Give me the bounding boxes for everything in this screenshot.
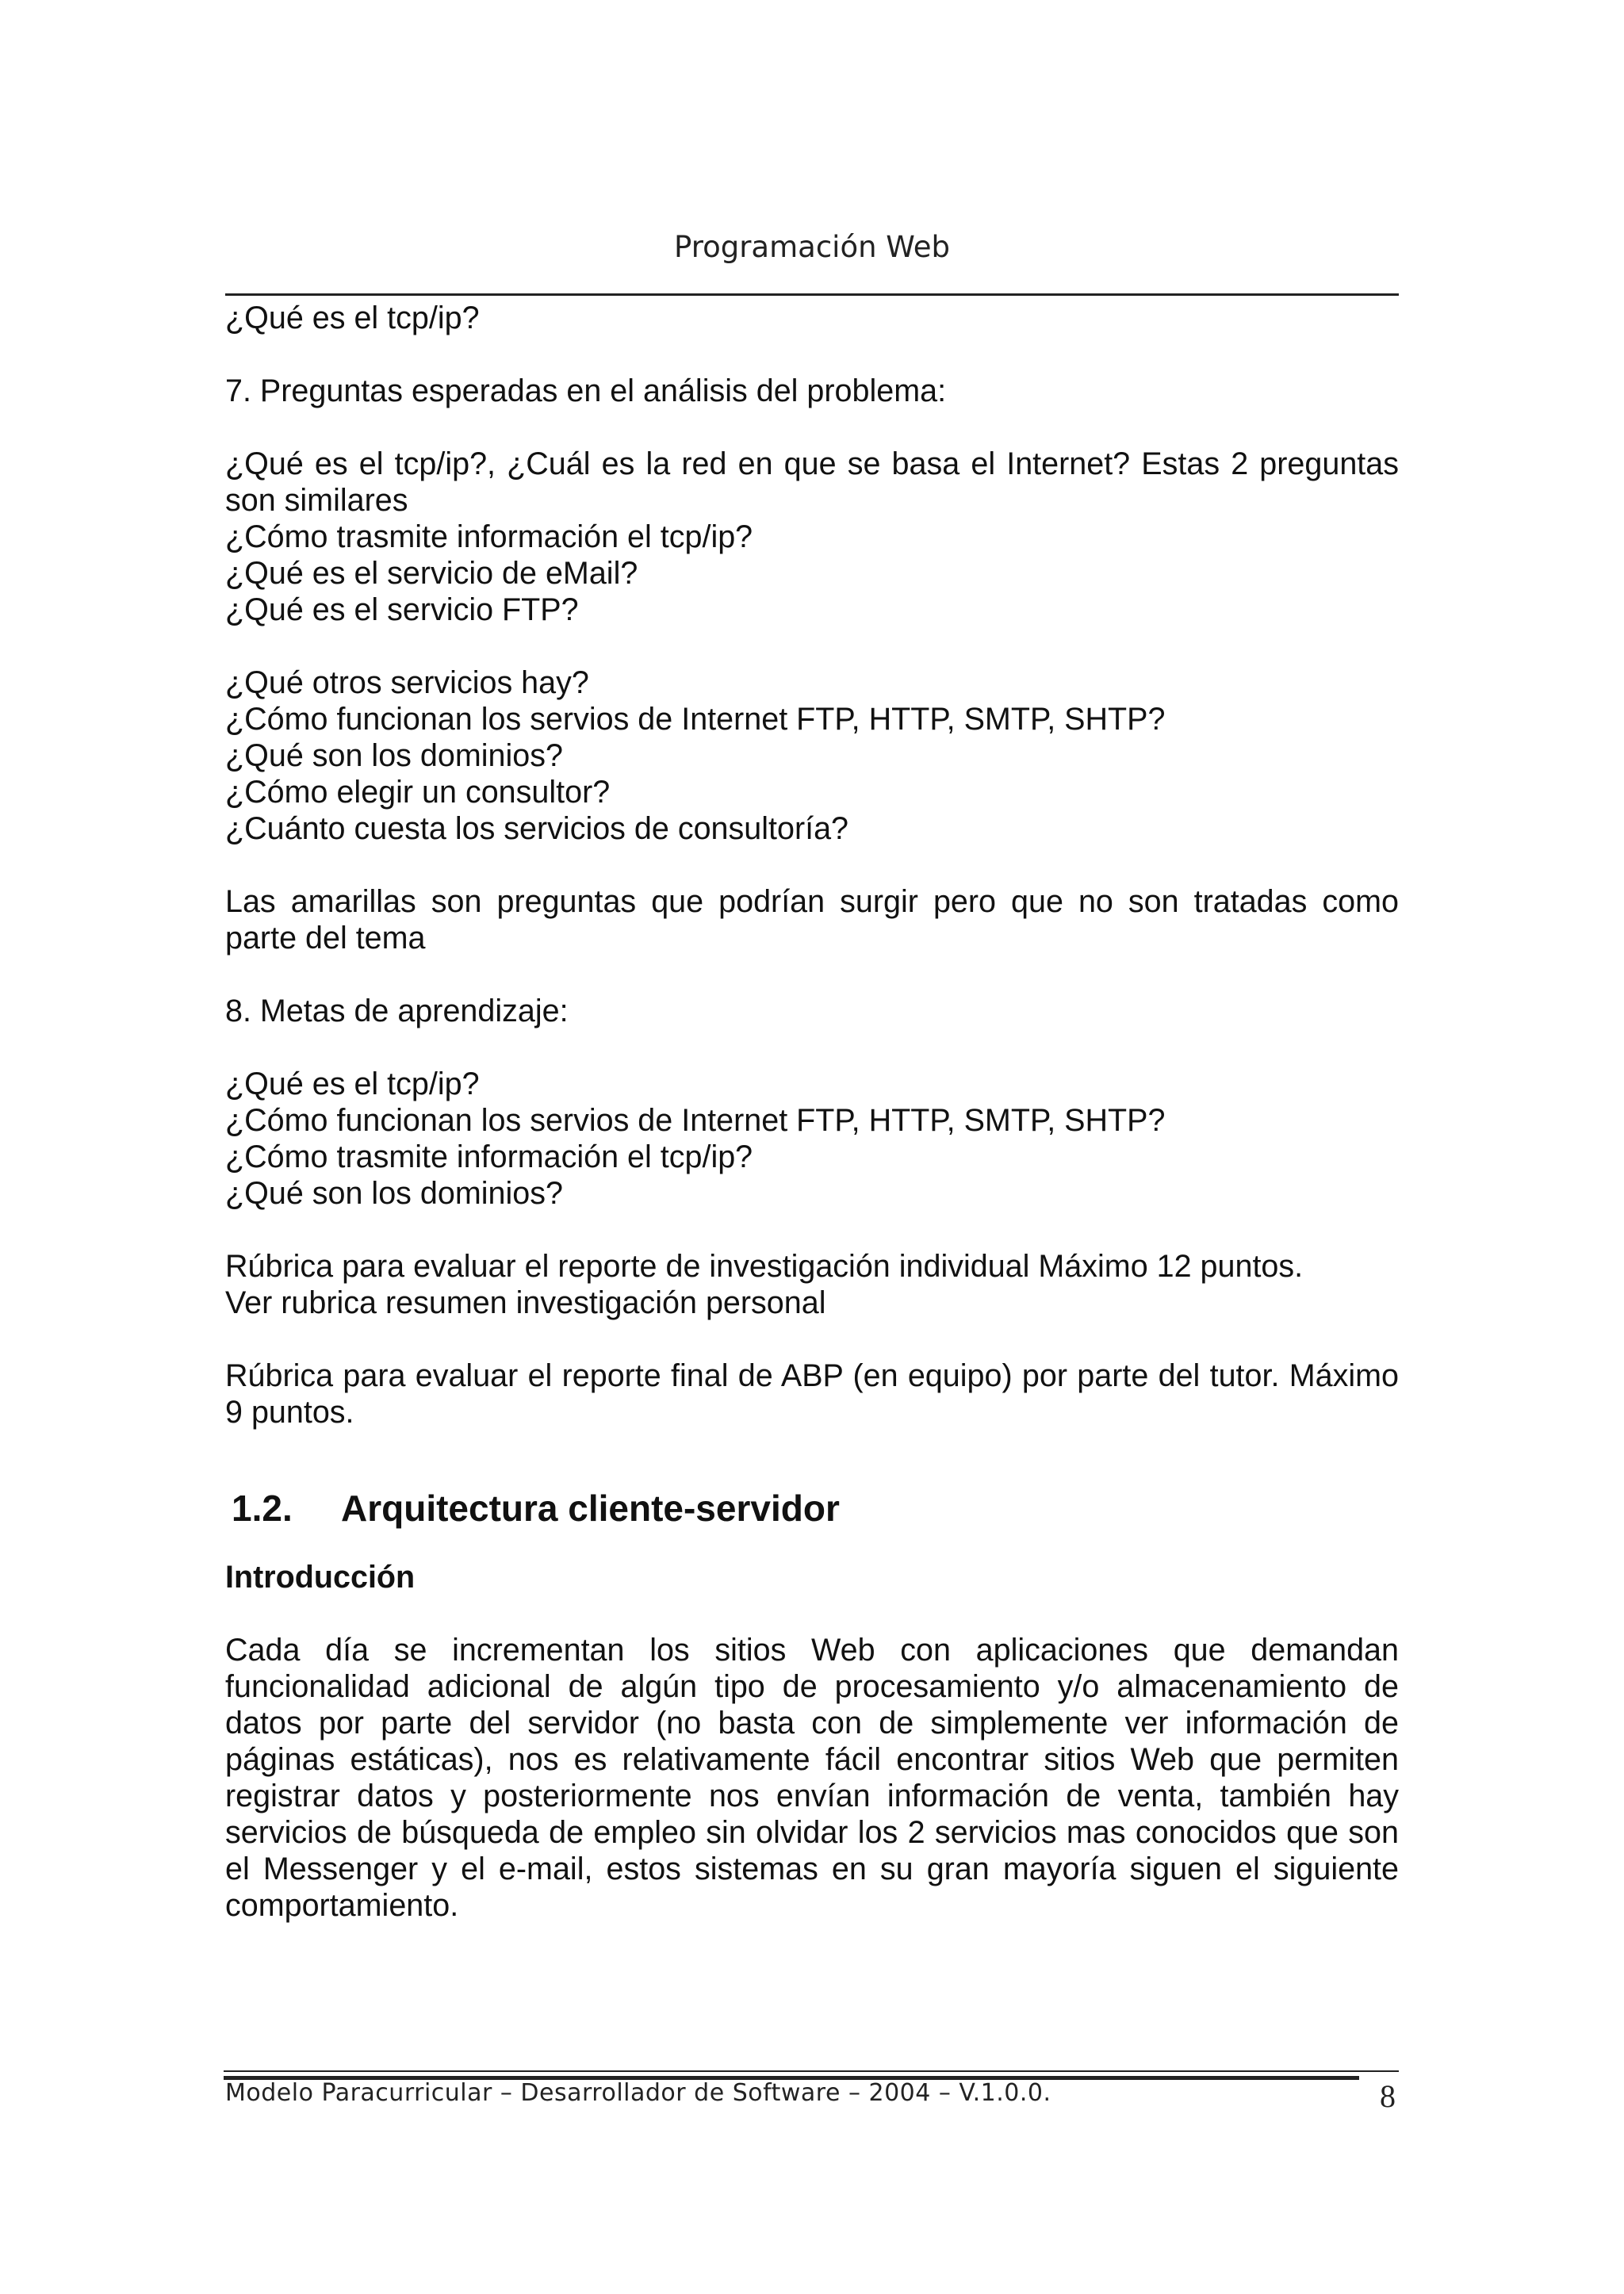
body-line: ¿Cómo elegir un consultor?: [225, 775, 611, 810]
footer-text: Modelo Paracurricular – Desarrollador de Software – 2004 – V.1.0.0.: [225, 2079, 1051, 2107]
section-title: Arquitectura cliente-servidor: [341, 1488, 840, 1529]
body-line: ¿Cómo funcionan los servios de Internet FTP, HTTP, SMTP, SHTP?: [225, 1103, 1166, 1138]
body-line: ¿Qué es el tcp/ip?: [225, 301, 480, 335]
numbered-item-heading: 7. Preguntas esperadas en el análisis del problema:: [225, 373, 947, 408]
body-line: ¿Qué otros servicios hay?: [225, 665, 589, 700]
body-line: ¿Qué son los dominios?: [225, 1176, 563, 1211]
page-number: 8: [1380, 2078, 1396, 2114]
body-line: ¿Qué es el servicio de eMail?: [225, 556, 638, 591]
page-content: [225, 300, 1399, 1924]
running-header-title: Programación Web: [674, 230, 950, 264]
body-line: ¿Qué es el servicio FTP?: [225, 592, 579, 627]
body-paragraph: ¿Qué es el tcp/ip?, ¿Cuál es la red en que se basa el Internet? Estas 2 preguntas son similares: [225, 446, 1399, 518]
body-paragraph: Las amarillas son preguntas que podrían surgir pero que no son tratadas como parte del tema: [225, 884, 1399, 956]
body-line: ¿Cómo funcionan los servios de Internet FTP, HTTP, SMTP, SHTP?: [225, 702, 1166, 737]
body-line: ¿Qué es el tcp/ip?: [225, 1067, 480, 1101]
section-paragraph: Cada día se incrementan los sitios Web con aplicaciones que demandan funcionalidad adicional de algún tipo de procesamiento y/o almacenamiento de datos por parte del servidor (no basta con de simplemente ver información de páginas estáticas), nos es relativamente fácil encontrar sitios Web que permiten registrar datos y posteriormente nos envían información de venta, también hay servicios de búsqueda de empleo sin olvidar los 2 servicios mas conocidos que son el Messenger y el e-mail, estos sistemas en su gran mayoría siguen el siguiente comportamiento.: [225, 1633, 1399, 1923]
subheading: Introducción: [225, 1560, 416, 1595]
body-line: ¿Cómo trasmite información el tcp/ip?: [225, 519, 753, 554]
body-line: ¿Cuánto cuesta los servicios de consultoría?: [225, 811, 849, 846]
body-line: ¿Cómo trasmite información el tcp/ip?: [225, 1139, 753, 1174]
body-line: Rúbrica para evaluar el reporte de investigación individual Máximo 12 puntos.: [225, 1249, 1304, 1284]
section-heading: [225, 1486, 1399, 1530]
header-divider: [225, 293, 1399, 296]
numbered-item-heading: 8. Metas de aprendizaje:: [225, 994, 569, 1028]
footer-divider-thin: [224, 2070, 1399, 2072]
body-paragraph: Rúbrica para evaluar el reporte final de ABP (en equipo) por parte del tutor. Máximo 9 puntos.: [225, 1358, 1399, 1430]
section-number: 1.2.: [232, 1488, 293, 1529]
body-line: Ver rubrica resumen investigación personal: [225, 1285, 826, 1320]
body-line: ¿Qué son los dominios?: [225, 738, 563, 773]
